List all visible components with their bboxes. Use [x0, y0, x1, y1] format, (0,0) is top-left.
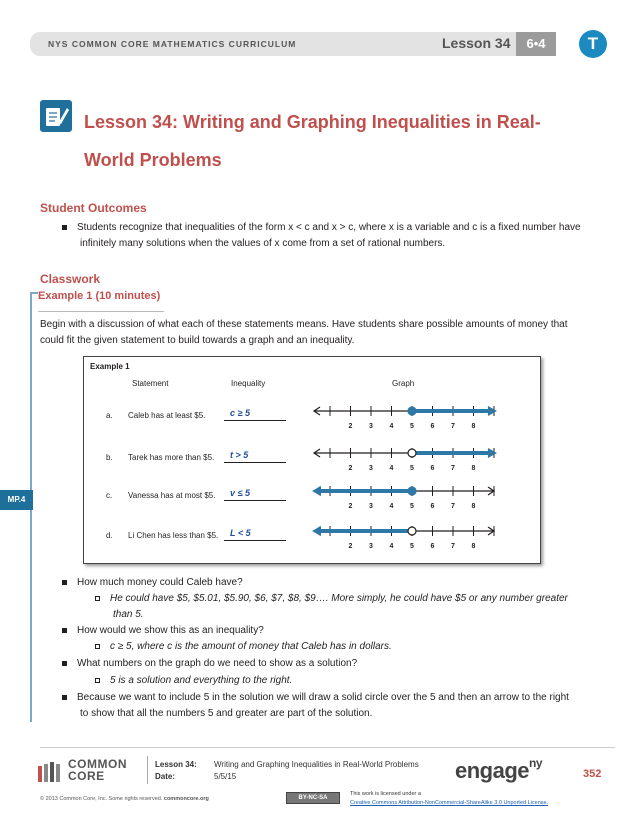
- footer-lesson-value: Writing and Graphing Inequalities in Real-World Problems: [214, 760, 419, 769]
- number-line-tick-label: 2: [348, 543, 353, 550]
- number-line-tick-label: 2: [348, 423, 353, 430]
- copyright: © 2013 Common Core, Inc. Some rights reserved. commoncore.org: [40, 796, 209, 802]
- number-line-tick-label: 3: [369, 543, 373, 550]
- bullet-open-square-icon: [95, 596, 100, 601]
- discussion-question: How would we show this as an inequality?: [62, 623, 580, 639]
- col-graph: Graph: [392, 379, 415, 388]
- number-line-tick-label: 6: [430, 465, 435, 472]
- solution-arrowhead: [312, 526, 321, 536]
- solution-arrowhead: [312, 486, 321, 496]
- row-inequality: L < 5: [230, 528, 251, 538]
- row-inequality: t > 5: [230, 450, 249, 460]
- page-title: Lesson 34: Writing and Graphing Inequalities in Real-World Problems: [84, 112, 541, 170]
- closed-endpoint: [408, 407, 416, 415]
- row-inequality-underline: [224, 420, 286, 421]
- license-text: This work is licensed under a: [350, 791, 421, 797]
- engageny-logo: engage$^{ny}$: [455, 756, 543, 783]
- discussion-answer: 5 is a solution and everything to the right.: [95, 673, 580, 689]
- row-inequality-underline: [224, 462, 286, 463]
- row-statement: Caleb has at least $5.: [128, 411, 206, 420]
- example-box-title: Example 1: [90, 362, 130, 371]
- example-box: [83, 356, 541, 564]
- number-line-tick-label: 3: [369, 503, 373, 510]
- grade-badge: 6•4: [516, 32, 556, 56]
- license-link[interactable]: Creative Commons Attribution-NonCommercial-ShareAlike 3.0 Unported License.: [350, 800, 549, 806]
- number-line-tick-label: 5: [410, 503, 414, 510]
- cc-license-badge: BY-NC-SA: [286, 792, 340, 804]
- open-endpoint: [408, 449, 416, 457]
- number-line-tick-label: 2: [348, 503, 353, 510]
- bullet-square-icon: [62, 661, 67, 666]
- footer-rule: [40, 747, 615, 748]
- row-inequality: c ≥ 5: [230, 408, 250, 418]
- lesson-label: Lesson 34: [442, 35, 511, 51]
- number-line-tick-label: 7: [451, 423, 455, 430]
- footer-lesson-label: Lesson 34:: [155, 760, 197, 769]
- solution-arrowhead: [488, 448, 497, 458]
- discussion-answer: He could have $5, $5.01, $5.90, $6, $7, $8, $9…. More simply, he could have $5 or any number greater than 5.: [95, 591, 580, 623]
- common-core-logo-text: COMMON CORE: [68, 757, 127, 783]
- col-inequality: Inequality: [231, 379, 266, 388]
- page-number: 352: [583, 768, 602, 780]
- footer-divider: [147, 756, 148, 784]
- number-line-tick-label: 7: [451, 503, 455, 510]
- row-letter: b.: [106, 453, 113, 462]
- open-endpoint: [408, 527, 416, 535]
- row-inequality: v ≤ 5: [230, 488, 250, 498]
- bullet-open-square-icon: [95, 644, 100, 649]
- number-line: [310, 401, 500, 431]
- row-statement: Vanessa has at most $5.: [128, 491, 216, 500]
- closed-endpoint: [408, 487, 416, 495]
- number-line-tick-label: 7: [451, 543, 455, 550]
- curriculum-label: NYS COMMON CORE MATHEMATICS CURRICULUM: [48, 39, 297, 49]
- number-line-tick-label: 8: [471, 423, 476, 430]
- bullet-square-icon: [62, 225, 67, 230]
- example-label: Example 1 (10 minutes): [38, 290, 161, 302]
- discussion-question: Because we want to include 5 in the solution we will draw a solid circle over the 5 and then an arrow to the right to show that all the numbers 5 and greater are part of the solution.: [62, 690, 580, 722]
- number-line-tick-label: 5: [410, 465, 414, 472]
- discussion-question: What numbers on the graph do we need to show as a solution?: [62, 656, 580, 672]
- number-line-tick-label: 8: [471, 465, 476, 472]
- number-line-tick-label: 7: [451, 465, 455, 472]
- number-line-tick-label: 5: [410, 423, 414, 430]
- intro-paragraph: Begin with a discussion of what each of these statements means. Have students share possible amounts of money that could fit the given statement to build towards a graph and an inequality.: [40, 319, 568, 346]
- number-line-tick-label: 2: [348, 465, 353, 472]
- row-letter: d.: [106, 531, 113, 540]
- bullet-square-icon: [62, 695, 67, 700]
- number-line: [310, 521, 500, 551]
- student-outcomes-heading: Student Outcomes: [40, 201, 147, 215]
- row-letter: a.: [106, 411, 113, 420]
- number-line-tick-label: 4: [389, 543, 394, 550]
- row-inequality-underline: [224, 500, 286, 501]
- col-statement: Statement: [132, 379, 169, 388]
- pencil-paper-icon: [40, 100, 72, 132]
- mp-badge: MP.4: [0, 490, 33, 510]
- number-line-tick-label: 4: [389, 465, 394, 472]
- margin-rule-top: [30, 292, 38, 294]
- number-line: [310, 443, 500, 473]
- footer-date-label: Date:: [155, 772, 176, 781]
- teacher-badge: T: [579, 30, 607, 58]
- number-line-tick-label: 4: [389, 503, 394, 510]
- example-underline: [38, 311, 164, 312]
- number-line-tick-label: 5: [410, 543, 414, 550]
- number-line-tick-label: 8: [471, 503, 476, 510]
- bullet-square-icon: [62, 628, 67, 633]
- row-inequality-underline: [224, 540, 286, 541]
- solution-arrowhead: [488, 406, 497, 416]
- number-line-tick-label: 6: [430, 543, 435, 550]
- number-line-tick-label: 8: [471, 543, 476, 550]
- outcome-bullet: Students recognize that inequalities of the form x < c and x > c, where x is a variable and c is a fixed number have infinitely many solutions when the values of x come from a set of rational numbers.: [62, 220, 582, 252]
- bullet-square-icon: [62, 580, 67, 585]
- number-line-tick-label: 3: [369, 423, 373, 430]
- common-core-logo-icon: [38, 762, 64, 782]
- number-line-tick-label: 6: [430, 503, 435, 510]
- number-line-tick-label: 4: [389, 423, 394, 430]
- number-line-tick-label: 3: [369, 465, 373, 472]
- row-statement: Li Chen has less than $5.: [128, 531, 219, 540]
- row-statement: Tarek has more than $5.: [128, 453, 215, 462]
- row-letter: c.: [106, 491, 113, 500]
- bullet-open-square-icon: [95, 678, 100, 683]
- classwork-heading: Classwork: [40, 272, 101, 286]
- number-line-tick-label: 6: [430, 423, 435, 430]
- discussion-question: How much money could Caleb have?: [62, 575, 580, 591]
- footer-date-value: 5/5/15: [214, 772, 237, 781]
- discussion-answer: c ≥ 5, where c is the amount of money that Caleb has in dollars.: [95, 639, 580, 655]
- number-line: [310, 481, 500, 511]
